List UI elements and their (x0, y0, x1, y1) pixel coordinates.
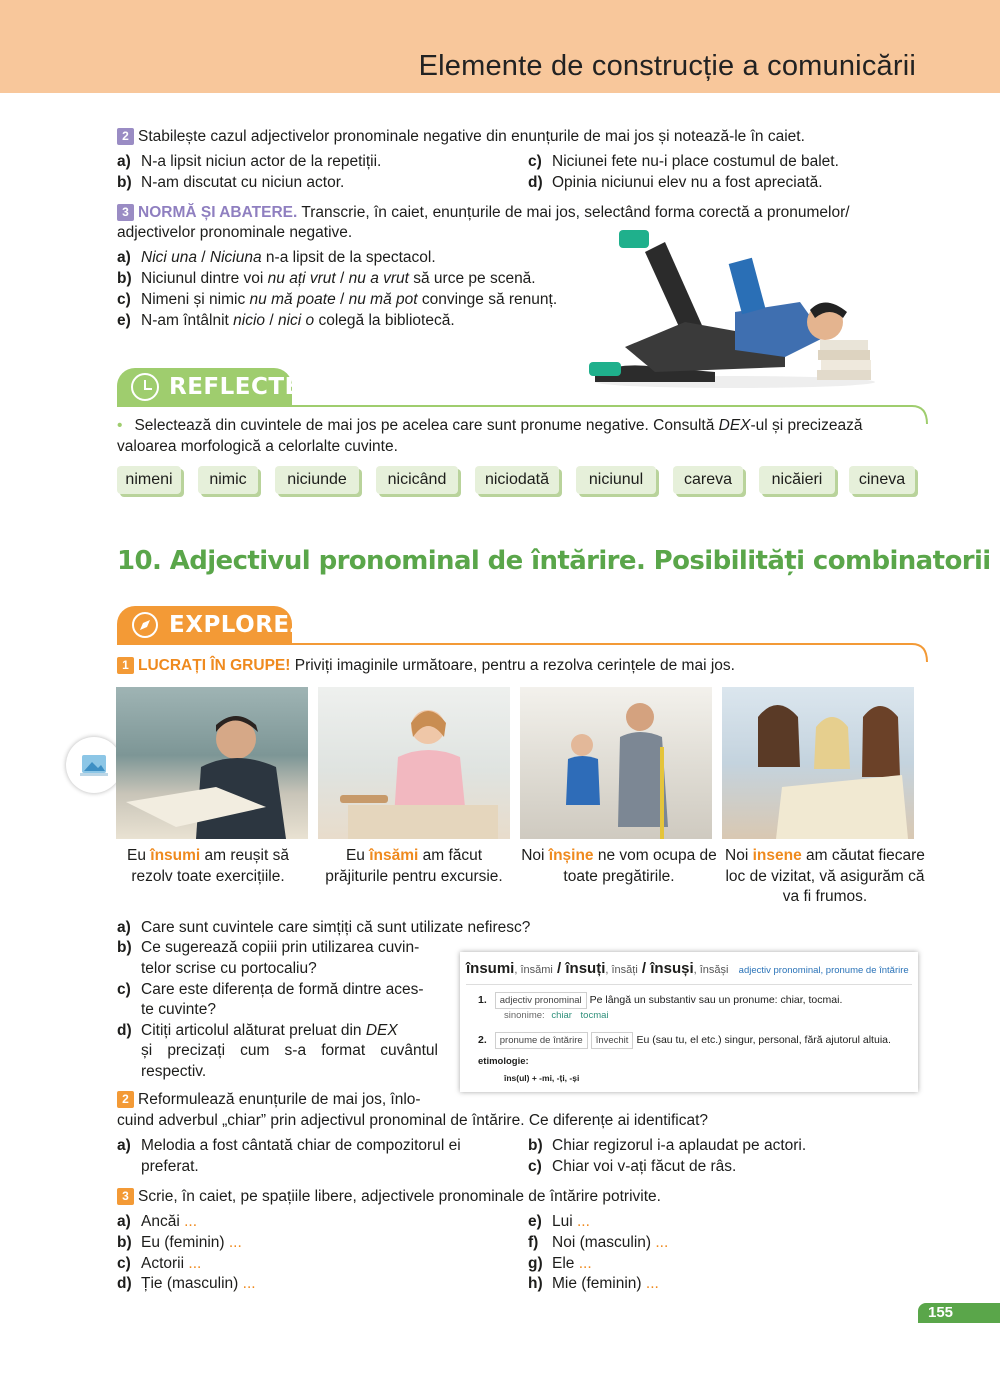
dex-sense-2: 2. pronume de întărire învechit Eu (sau tu, el etc.) singur, personal, fără ajutorul altuia. (478, 1032, 891, 1049)
photo-caption: Eu însămi am făcut prăjiturile pentru excursie. (325, 847, 503, 885)
photo-caption: Noi insene am căutat fiecare loc de vizitat, vă asigurăm că va fi frumos. (725, 847, 925, 905)
word-chip: niciodată (475, 466, 559, 494)
question-item-cont: și precizați cum s-a format cuvântul (141, 1042, 438, 1059)
question-item-cont: te cuvinte? (141, 1001, 216, 1018)
fill-item: b) Eu (feminin) ... (117, 1234, 242, 1251)
fill-item: f) Noi (masculin) ... (528, 1234, 669, 1251)
photo-girl-baking (318, 687, 510, 839)
exercise-number: 2 (117, 128, 134, 145)
dex-etymology: îns(ul) + -mi, -ți, -și (504, 1073, 580, 1083)
question-item-cont: respectiv. (141, 1063, 207, 1080)
section-title: 10. Adjectivul pronominal de întărire. Posibilități combinatorii (117, 546, 991, 576)
page-number: 155 (918, 1303, 1000, 1323)
ex2-instruction-row (117, 127, 805, 147)
compass-icon (131, 611, 159, 639)
list-item: a) N-a lipsit niciun actor de la repetiții. (117, 153, 382, 170)
exercise-number: 2 (117, 1091, 134, 1108)
divider (466, 984, 912, 985)
photo-dad-child-cleaning (520, 687, 712, 839)
ex2b-instruction-row: 2 Reformulează enunțurile de mai jos, înlo- (117, 1090, 421, 1110)
ex3-instruction-row: 3 NORMĂ ȘI ABATERE. Transcrie, în caiet, enunțurile de mai jos, selectând forma corectă a pronumelor/ (117, 203, 850, 223)
student-reading-illustration (585, 222, 880, 392)
word-chip: niciunul (576, 466, 656, 494)
page-header (0, 0, 1000, 93)
question-item: c) Care este diferența de formă dintre aces- (117, 981, 424, 998)
ex3-instruction-cont: adjectivelor pronominale negative. (117, 224, 353, 241)
dex-sense-1: 1. adjectiv pronominal Pe lângă un substantiv sau un pronume: chiar, tocmai. (478, 992, 842, 1009)
list-item: e) N-am întâlnit nicio / nici o colegă la bibliotecă. (117, 312, 455, 329)
explore-ex1-heading: LUCRAȚI ÎN GRUPE! (138, 657, 291, 674)
photo-caption: Noi înșine ne vom ocupa de toate pregătirile. (521, 847, 717, 885)
dex-headword: însumi, însămi / însuți, însăți / însuși, însăși adjectiv pronominal, pronume de întărire (466, 960, 909, 977)
clock-check-icon (131, 373, 159, 401)
reflect-instruction: • Selectează din cuvintele de mai jos pe acelea care sunt pronume negative. Consultă DEX-ul și precizează (117, 417, 863, 434)
word-chip: cineva (849, 466, 915, 494)
page-title: Elemente de construcție a comunicării (418, 50, 916, 82)
list-item: c) Nimeni și nimic nu mă poate / nu mă pot convinge să renunț. (117, 291, 558, 308)
ex2-instruction: Stabilește cazul adjectivelor pronominale negative din enunțurile de mai jos și notează-le în caiet. (138, 128, 805, 145)
word-chip: niciunde (275, 466, 359, 494)
photo-caption: Eu însumi am reușit să rezolv toate exercițiile. (127, 847, 289, 885)
ex3b-instruction-row: 3 Scrie, în caiet, pe spațiile libere, adjectivele pronominale de întărire potrivite. (117, 1187, 661, 1207)
list-item: a) Nici una / Niciuna n-a lipsit de la spectacol. (117, 249, 436, 266)
ex2b-instruction-cont: cuind adverbul „chiar” prin adjectivul pronominal de întărire. Ce diferențe ai identificat? (117, 1112, 709, 1129)
explore-tab-label: EXPLOREZ (169, 612, 307, 638)
ex3-heading: NORMĂ ȘI ABATERE. (138, 204, 298, 221)
list-item: c) Niciunei fete nu-i place costumul de balet. (528, 153, 839, 170)
fill-item: d) Ție (masculin) ... (117, 1275, 256, 1292)
word-chip: nimeni (117, 466, 181, 494)
reflect-instruction-cont: valoarea morfologică a celorlalte cuvinte. (117, 438, 398, 455)
explore-ex1-row: 1 LUCRAȚI ÎN GRUPE! Priviți imaginile următoare, pentru a rezolva cerințele de mai jos. (117, 656, 735, 676)
fill-item: h) Mie (feminin) ... (528, 1275, 659, 1292)
list-item: b) Niciunul dintre voi nu ați vrut / nu a vrut să urce pe scenă. (117, 270, 536, 287)
reflect-tab-label: REFLECTEZ (169, 374, 318, 400)
fill-item: a) Ancăi ... (117, 1213, 198, 1230)
photo-boy-studying (116, 687, 308, 839)
list-item-cont: preferat. (141, 1158, 199, 1175)
fill-item: c) Actorii ... (117, 1255, 202, 1272)
exercise-number: 3 (117, 204, 134, 221)
fill-item: g) Ele ... (528, 1255, 592, 1272)
question-item: b) Ce sugerează copiii prin utilizarea cuvin- (117, 939, 420, 956)
list-item: b) N-am discutat cu niciun actor. (117, 174, 345, 191)
list-item: c) Chiar voi v-ați făcut de râs. (528, 1158, 737, 1175)
question-item-cont: telor scrise cu portocaliu? (141, 960, 317, 977)
list-item: b) Chiar regizorul i-a aplaudat pe actori. (528, 1137, 807, 1154)
word-chip: nimic (198, 466, 258, 494)
dex-etymology-label: etimologie: (478, 1056, 529, 1067)
word-chip: nicicând (376, 466, 458, 494)
photo-girls-map (722, 687, 914, 839)
exercise-number: 1 (117, 657, 134, 674)
list-item: d) Opinia niciunui elev nu a fost apreciată. (528, 174, 823, 191)
dex-entry-box (460, 952, 918, 1092)
question-item: d) Citiți articolul alăturat preluat din DEX (117, 1022, 398, 1039)
dex-part-of-speech: adjectiv pronominal, pronume de întărire (738, 965, 909, 976)
fill-item: e) Lui ... (528, 1213, 590, 1230)
exercise-number: 3 (117, 1188, 134, 1205)
word-chip: nicăieri (759, 466, 835, 494)
dex-synonyms: sinonime: chiar tocmai (504, 1010, 609, 1021)
image-gallery-icon[interactable] (66, 737, 122, 793)
word-chip: careva (673, 466, 743, 494)
list-item: a) Melodia a fost cântată chiar de compozitorul ei (117, 1137, 461, 1154)
question-item: a) Care sunt cuvintele care simțiți că sunt utilizate nefiresc? (117, 919, 531, 936)
